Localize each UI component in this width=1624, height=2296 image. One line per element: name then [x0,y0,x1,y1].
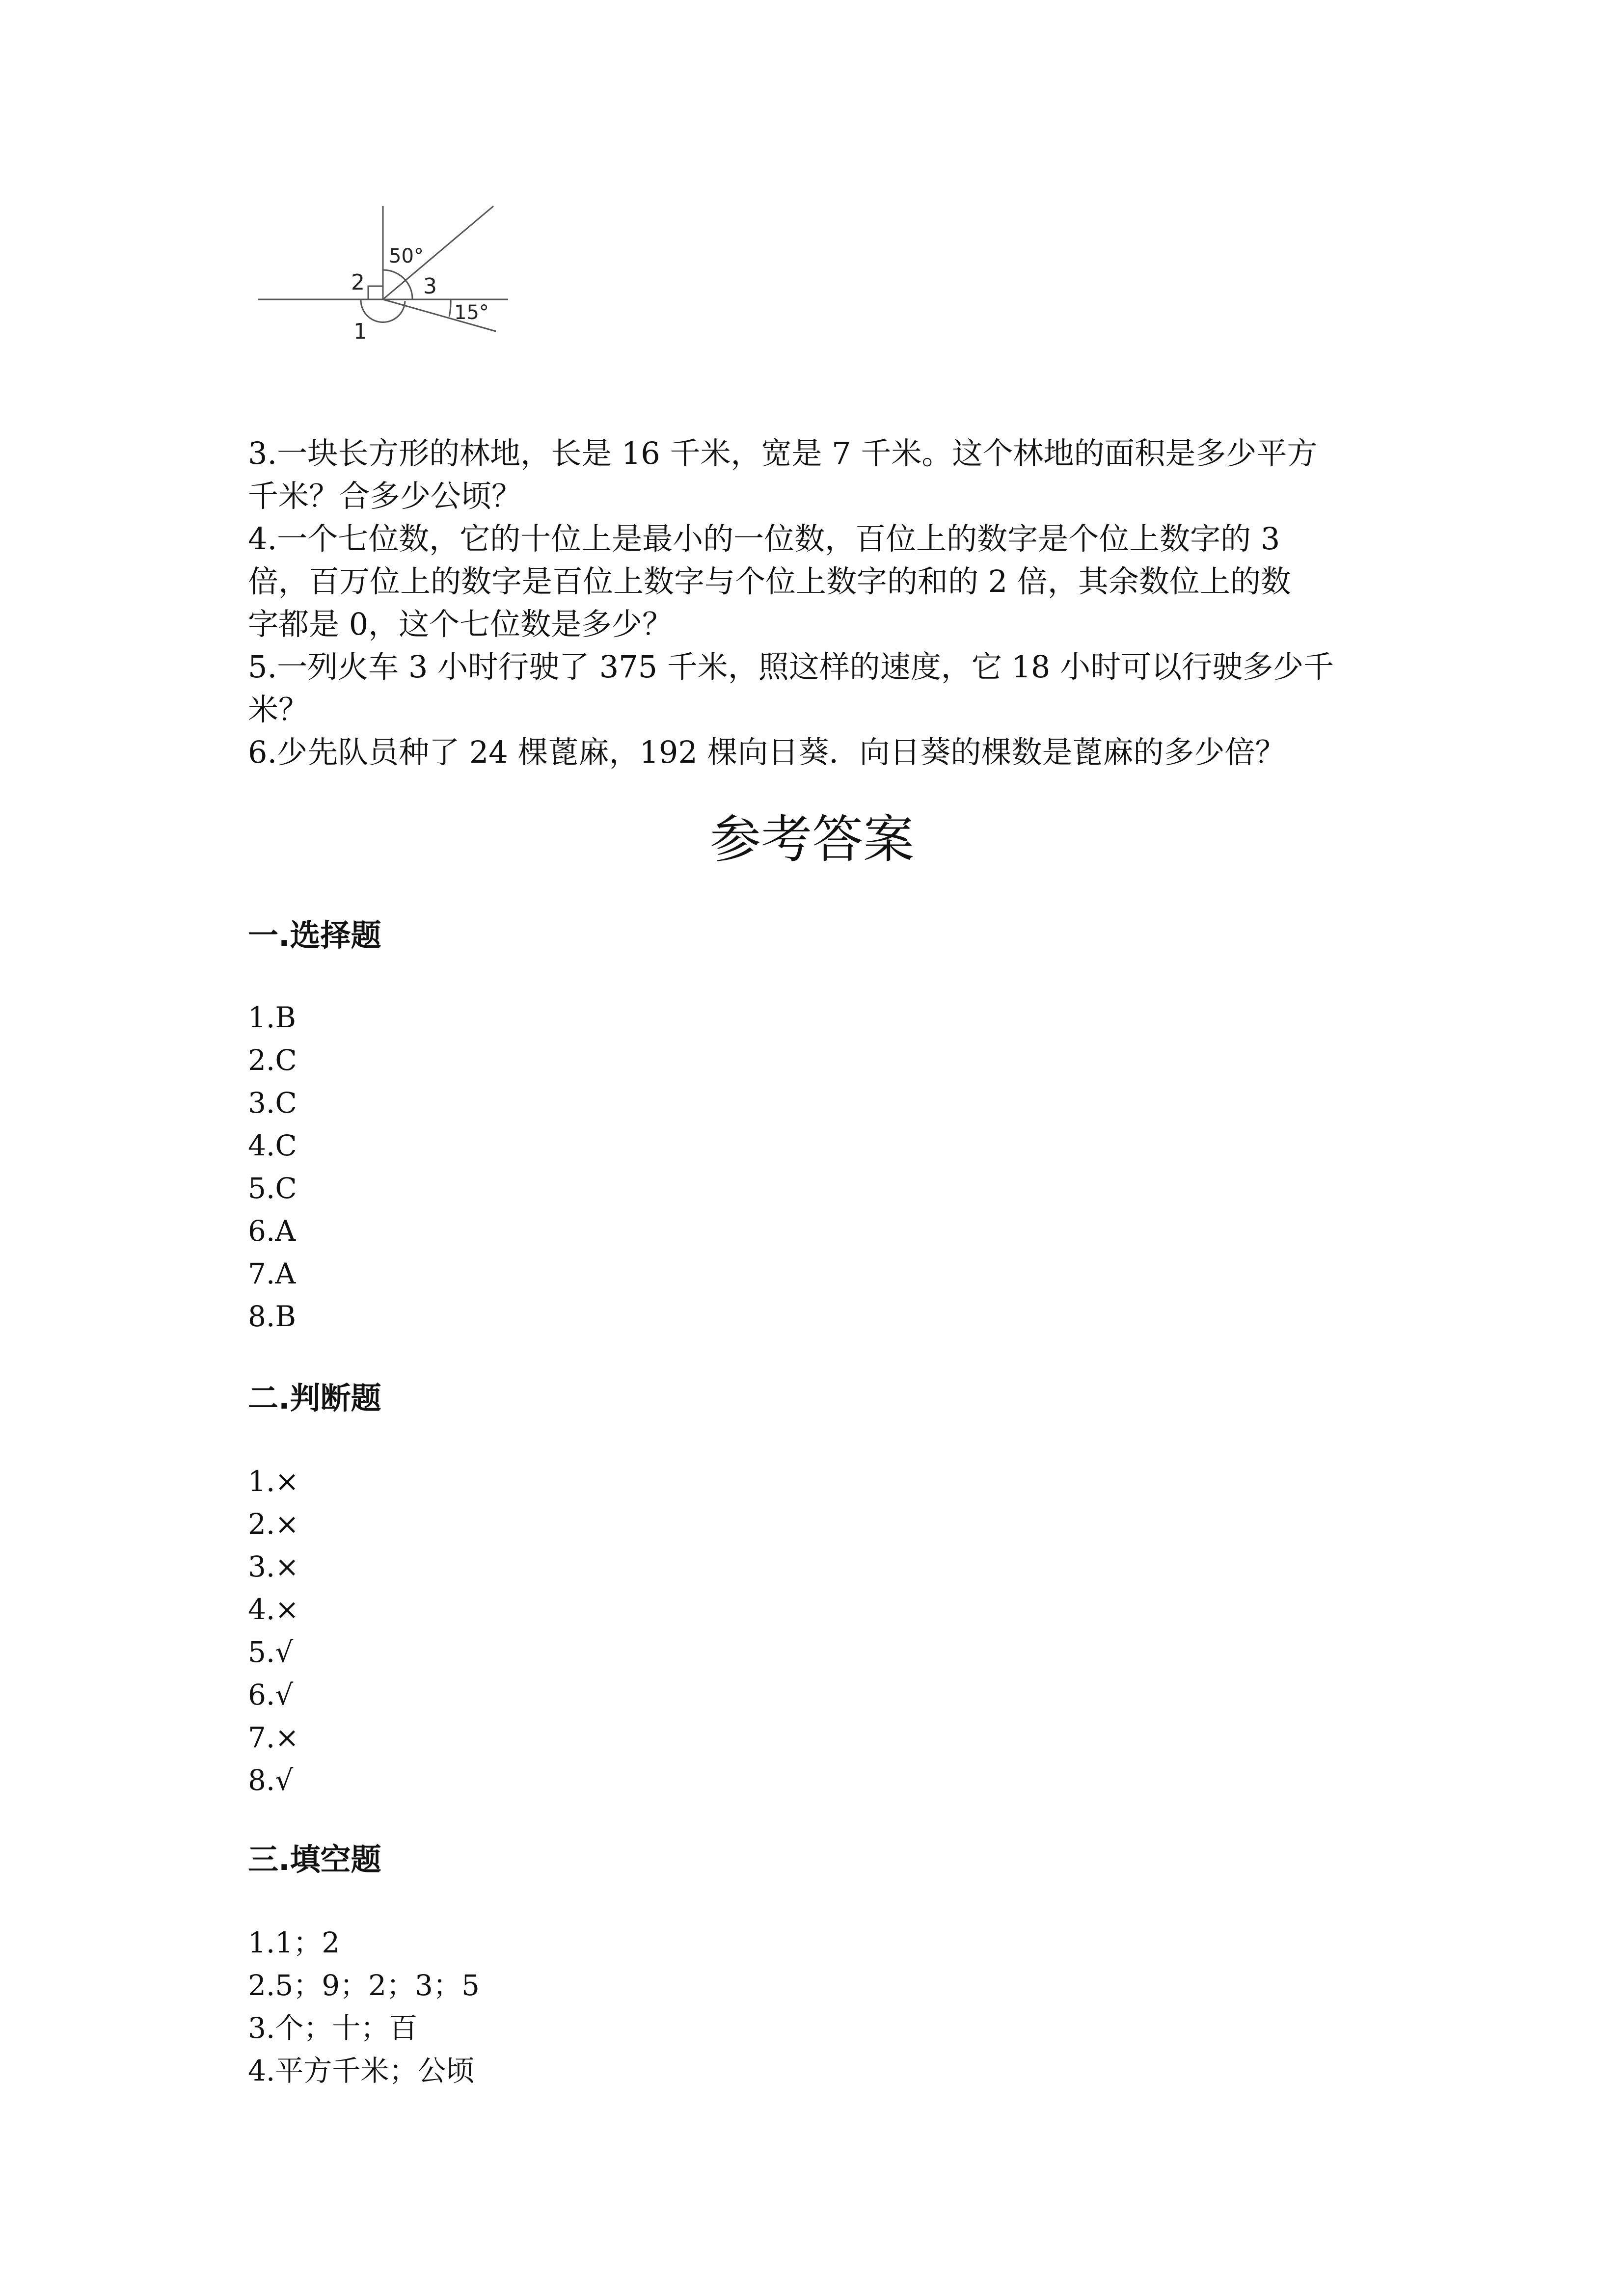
section-heading-choice: 一.选择题 [248,917,381,953]
angle-figure [250,196,515,353]
problem-3-line-1: 3.一块长方形的林地，长是 16 千米，宽是 7 千米。这个林地的面积是多少平方 [248,435,1318,471]
problem-5-line-1: 5.一列火车 3 小时行驶了 375 千米，照这样的速度，它 18 小时可以行驶多少千 [248,649,1334,685]
problem-4-line-1: 4.一个七位数，它的十位上是最小的一位数，百位上的数字是个位上数字的 3 [248,521,1280,557]
list-item: 3.× [248,1550,299,1583]
answer-list-judgement [248,1460,299,1802]
list-item: 4.C [248,1129,297,1162]
list-item: 8.√ [248,1763,294,1797]
angle-arc-3 [406,280,412,299]
answer-list-fill-blank [248,1922,480,2092]
list-item: 3.C [248,1086,297,1120]
list-item: 1.× [248,1465,299,1498]
angle-arc-15 [449,299,451,317]
problem-6-line-1: 6.少先队员种了 24 棵蓖麻，192 棵向日葵．向日葵的棵数是蓖麻的多少倍？ [248,734,1286,770]
problem-5-line-2: 米？ [248,692,309,727]
answer-list-choice [248,996,297,1338]
angle-arc-top [383,270,406,280]
list-item: 5.C [248,1172,297,1205]
list-item: 2.5；9；2；3；5 [248,1969,480,2002]
list-item: 3.个；十；百 [248,2011,418,2045]
list-item: 4.× [248,1593,299,1626]
right-angle-marker [368,286,383,299]
list-item: 8.B [248,1300,296,1333]
list-item: 2.× [248,1507,299,1541]
section-heading-fill-blank: 三.填空题 [248,1842,381,1877]
list-item: 7.A [248,1257,296,1290]
angle-label-2: 2 [351,270,365,295]
problem-3-line-2: 千米？合多少公顷？ [248,478,522,514]
angle-label-50: 50° [389,245,424,267]
angle-diagram [250,196,515,353]
list-item: 6.A [248,1214,296,1248]
word-problems [248,432,1387,774]
list-item: 2.C [248,1043,297,1077]
answer-key-title: 参考答案 [709,809,914,869]
problem-4-line-2: 倍，百万位上的数字是百位上数字与个位上数字的和的 2 倍，其余数位上的数 [248,563,1291,599]
list-item: 6.√ [248,1678,294,1711]
angle-label-3: 3 [423,274,437,299]
list-item: 1.1；2 [248,1926,340,1959]
list-item: 4.平方千米；公顷 [248,2054,475,2087]
angle-label-1: 1 [353,319,367,344]
list-item: 1.B [248,1001,296,1034]
list-item: 5.√ [248,1635,294,1669]
angle-label-15: 15° [454,301,489,324]
angle-arc-1 [361,299,405,322]
section-heading-judgement: 二.判断题 [248,1380,381,1416]
problem-4-line-3: 字都是 0，这个七位数是多少？ [248,606,673,642]
list-item: 7.× [248,1721,299,1754]
